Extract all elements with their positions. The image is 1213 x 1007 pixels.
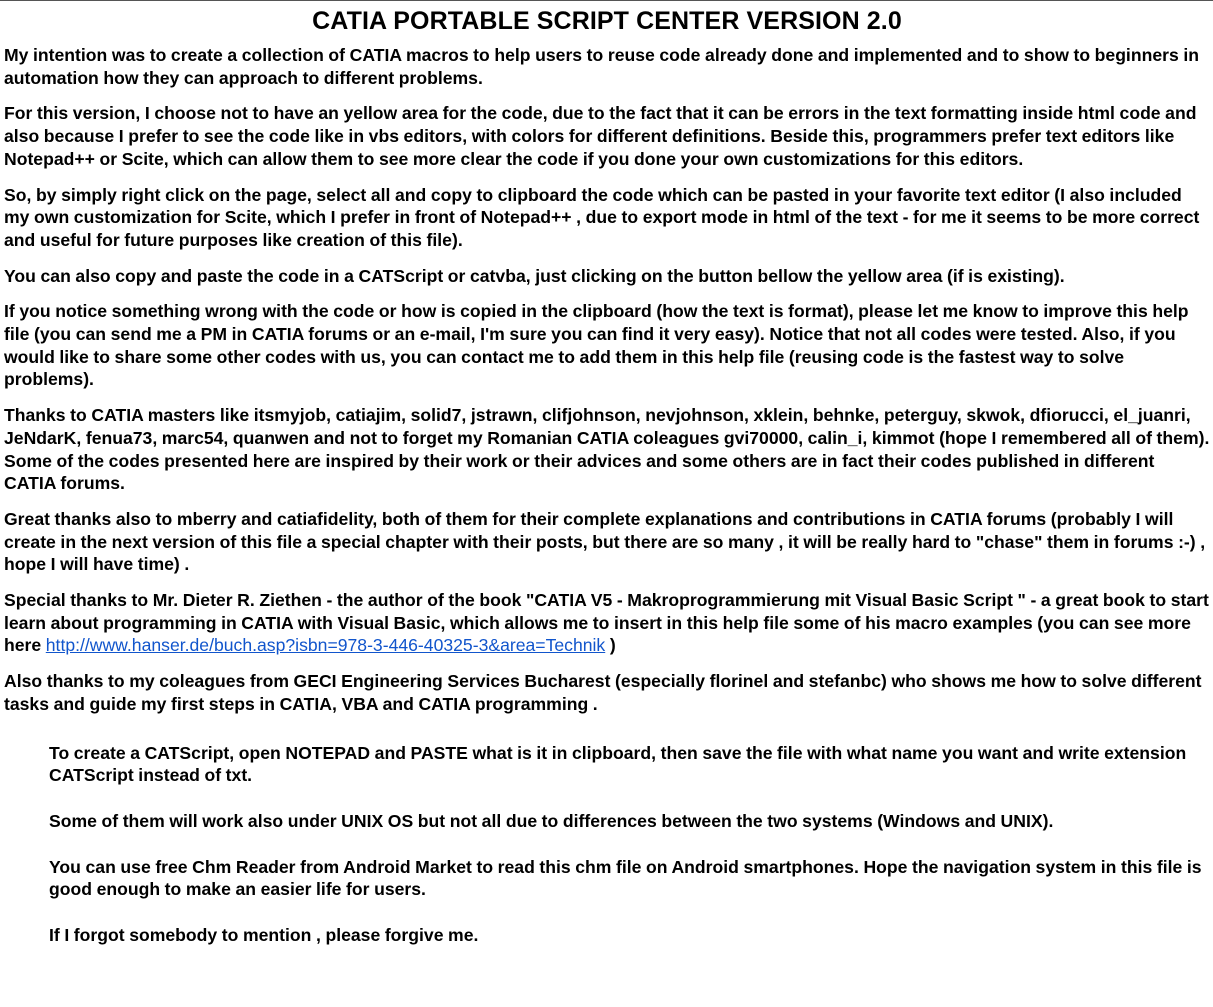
code-area-paragraph: For this version, I choose not to have an yellow area for the code, due to the fact that it can be errors in the text formatting inside html code and also because I prefer to see the code like in vbs editors, with colors for different definitions. Beside this, programmers prefer text editors like Notepad++ or Scite, which can allow them to see more clear the code if you done your own customizations for this editors. <box>4 103 1197 169</box>
note-unix: Some of them will work also under UNIX OS but not all due to differences between the two systems (Windows and UNIX). <box>49 810 1054 831</box>
intro-paragraph: My intention was to create a collection of CATIA macros to help users to reuse code already done and implemented and to show to beginners in automation how they can approach to different problems. <box>4 45 1199 88</box>
colleagues-paragraph: Also thanks to my coleagues from GECI Engineering Services Bucharest (especially florinel and stefanbc) who shows me how to solve different tasks and guide my first steps in CATIA, VBA and CATIA programming . <box>4 671 1202 714</box>
notes-section <box>49 742 1210 947</box>
catscript-paragraph: You can also copy and paste the code in a CATScript or catvba, just clicking on the button bellow the yellow area (if is existing). <box>4 265 1065 286</box>
feedback-paragraph: If you notice something wrong with the code or how is copied in the clipboard (how the text is format), please let me know to improve this help file (you can send me a PM in CATIA forums or an e-mail, I'm sure you can find it very easy). Notice that not all codes were tested. Also, if you would like to share some other codes with us, you can contact me to add them in this help file (reusing code is the fastest way to solve problems). <box>4 301 1189 390</box>
help-page <box>0 1 1213 947</box>
special-thanks-suffix: ) <box>605 635 616 656</box>
special-thanks-text: Special thanks to Mr. Dieter R. Ziethen - the author of the book "CATIA V5 - Makroprogrammierung mit Visual Basic Script " - a great book to start learn about programming in CATIA with Visual Basic, which allows me to insert in this help file some of his macro examples (you can see more here <box>4 590 1209 656</box>
note-android: You can use free Chm Reader from Android Market to read this chm file on Android smartphones. Hope the navigation system in this file is good enough to make an easier life for users. <box>49 856 1202 900</box>
special-thanks-paragraph <box>4 589 1210 657</box>
thanks-masters-paragraph: Thanks to CATIA masters like itsmyjob, catiajim, solid7, jstrawn, clifjohnson, nevjohnson, xklein, behnke, peterguy, skwok, dfiorucci, el_juanri, JeNdarK, fenua73, marc54, quanwen and not to forget my Romanian CATIA coleagues gvi70000, calin_i, kimmot (hope I remembered all of them). Some of the codes presented here are inspired by their work or their advices and some others are in fact their codes published in different CATIA forums. <box>4 405 1210 494</box>
thanks-contributors-paragraph: Great thanks also to mberry and catiafidelity, both of them for their complete explanations and contributions in CATIA forums (probably I will create in the next version of this file a special chapter with their posts, but there are so many , it will be really hard to "chase" them in forums :-) , hope I will have time) . <box>4 508 1206 575</box>
note-forgive: If I forgot somebody to mention , please forgive me. <box>49 925 479 946</box>
copy-clipboard-paragraph: So, by simply right click on the page, select all and copy to clipboard the code which can be pasted in your favorite text editor (I also included my own customization for Scite, which I prefer in front of Notepad++ , due to export mode in html of the text - for me it seems to be more correct and useful for future purposes like creation of this file). <box>4 184 1200 250</box>
book-link[interactable]: http://www.hanser.de/buch.asp?isbn=978-3-446-40325-3&area=Technik <box>45 635 606 656</box>
page-title: CATIA PORTABLE SCRIPT CENTER VERSION 2.0 <box>312 7 902 35</box>
note-create-catscript: To create a CATScript, open NOTEPAD and PASTE what is it in clipboard, then save the file with what name you want and write extension CATScript instead of txt. <box>49 742 1187 786</box>
